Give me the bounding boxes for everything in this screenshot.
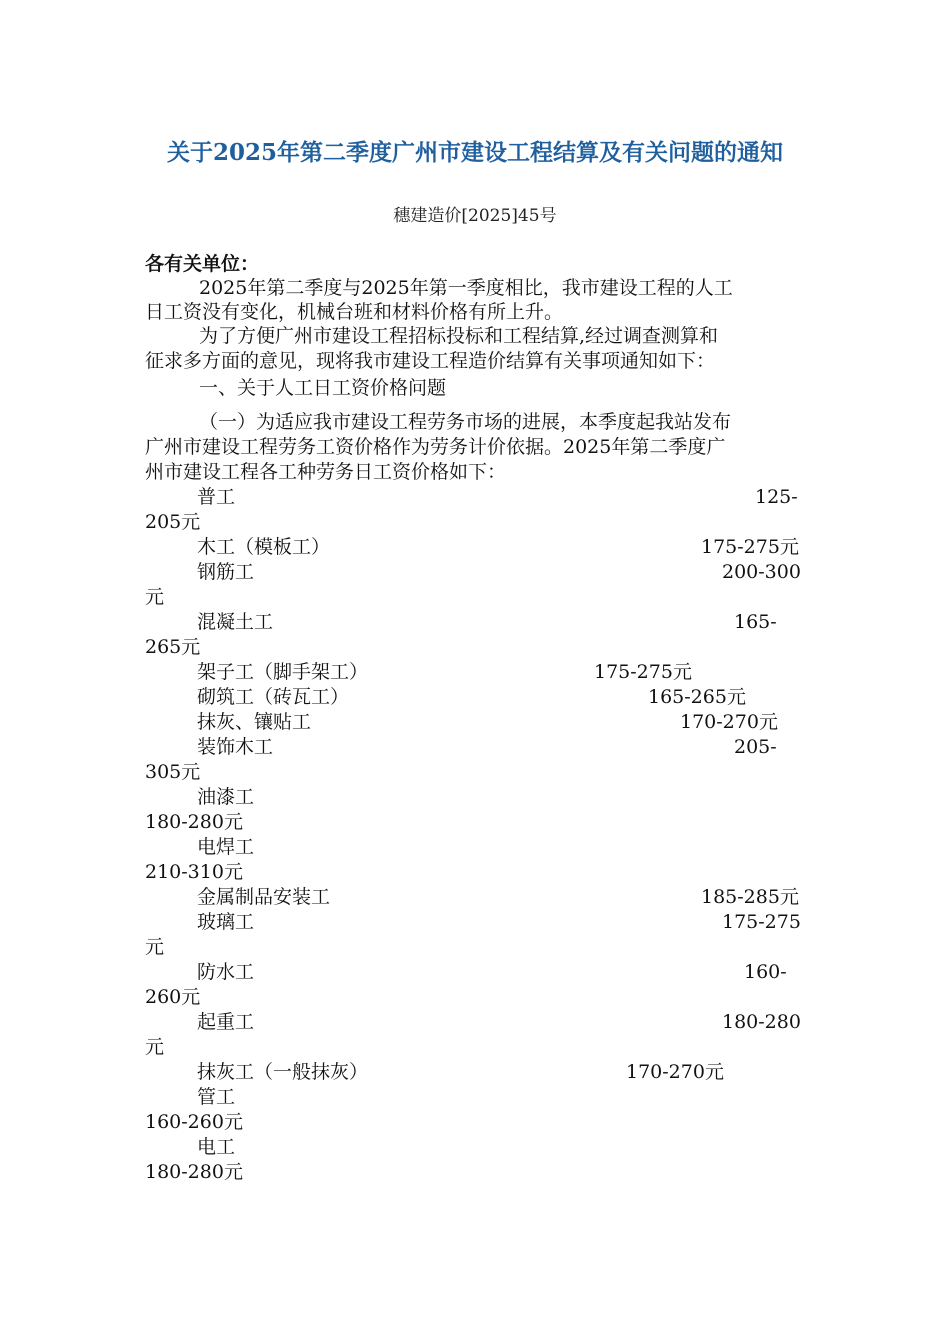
wage-name: 木工（模板工） [197,536,331,558]
wage-price: 175-275元 [594,661,692,683]
paragraph-3-line-2: 广州市建设工程劳务工资价格作为劳务计价依据。2025年第二季度广 [145,436,726,458]
wage-price-wrap: 265元 [145,636,201,658]
wage-price: 205- [734,736,777,758]
wage-price: 170-270元 [626,1061,724,1083]
wage-price-wrap: 160-260元 [145,1111,243,1133]
wage-price: 180-280 [722,1011,801,1033]
wage-price: 175-275元 [701,536,799,558]
wage-name: 起重工 [197,1011,255,1033]
wage-price: 125- [755,486,798,508]
wage-name: 混凝土工 [197,611,274,633]
paragraph-1-line-2: 日工资没有变化，机械台班和材料价格有所上升。 [145,301,564,323]
wage-price: 165- [734,611,777,633]
paragraph-3-line-1: （一）为适应我市建设工程劳务市场的进展，本季度起我站发布 [199,411,732,433]
wage-price: 160- [744,961,787,983]
wage-name: 玻璃工 [197,911,255,933]
wage-name: 钢筋工 [197,561,255,583]
wage-name: 装饰木工 [197,736,274,758]
wage-name: 抹灰工（一般抹灰） [197,1061,369,1083]
paragraph-2-line-1: 为了方便广州市建设工程招标投标和工程结算,经过调查测算和 [199,325,719,347]
document-number: 穗建造价[2025]45号 [393,206,557,226]
wage-price: 185-285元 [701,886,799,908]
wage-price: 165-265元 [648,686,746,708]
wage-name: 电工 [197,1136,236,1158]
paragraph-2-line-2: 征求多方面的意见，现将我市建设工程造价结算有关事项通知如下： [145,350,716,372]
paragraph-1-line-1: 2025年第二季度与2025年第一季度相比，我市建设工程的人工 [199,277,733,299]
wage-price-wrap: 205元 [145,511,201,533]
wage-price: 170-270元 [680,711,778,733]
wage-price-wrap: 元 [145,586,165,608]
wage-name: 普工 [197,486,236,508]
wage-name: 抹灰、镶贴工 [197,711,312,733]
salutation: 各有关单位： [145,253,260,275]
wage-name: 架子工（脚手架工） [197,661,369,683]
wage-name: 油漆工 [197,786,255,808]
wage-price-wrap: 305元 [145,761,201,783]
wage-name: 金属制品安装工 [197,886,331,908]
wage-price: 200-300 [722,561,801,583]
wage-price: 175-275 [722,911,801,933]
wage-name: 防水工 [197,961,255,983]
wage-price-wrap: 180-280元 [145,1161,243,1183]
document-title: 关于2025年第二季度广州市建设工程结算及有关问题的通知 [166,139,783,166]
wage-price-wrap: 260元 [145,986,201,1008]
wage-price-wrap: 元 [145,1036,165,1058]
paragraph-3-line-3: 州市建设工程各工种劳务日工资价格如下： [145,461,507,483]
wage-price-wrap: 210-310元 [145,861,243,883]
section-heading: 一、关于人工日工资价格问题 [199,377,447,399]
wage-name: 砌筑工（砖瓦工） [197,686,350,708]
wage-price-wrap: 180-280元 [145,811,243,833]
wage-price-wrap: 元 [145,936,165,958]
wage-name: 电焊工 [197,836,255,858]
wage-name: 管工 [197,1086,236,1108]
